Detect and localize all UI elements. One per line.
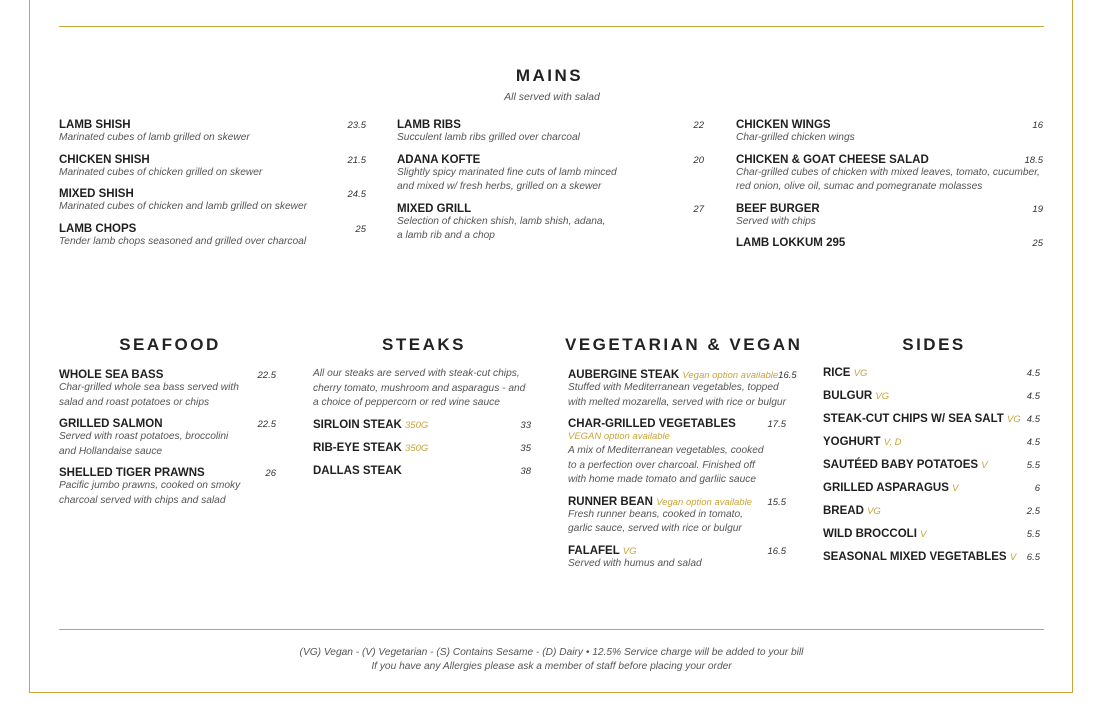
menu-item	[823, 505, 1040, 528]
item-price: 5.5	[1026, 529, 1040, 540]
item-desc: Char-grilled whole sea bass served with	[59, 382, 239, 393]
item-name: SAUTÉED BABY POTATOES	[823, 459, 979, 471]
item-price: 35	[520, 442, 531, 454]
item-desc: Marinated cubes of lamb grilled on skewer	[59, 132, 250, 143]
mains-title: MAINS	[515, 66, 584, 85]
menu-item	[59, 418, 276, 459]
item-price: 24.5	[347, 189, 366, 200]
item-desc: Char-grilled chicken wings	[736, 132, 855, 143]
item-price: 23.5	[347, 120, 366, 131]
menu-item	[59, 467, 276, 508]
item-desc: a lamb rib and a chop	[397, 230, 495, 241]
item-desc: and mixed w/ fresh herbs, grilled on a skewer	[397, 181, 602, 192]
mains-column-1	[59, 119, 366, 257]
item-price: 38	[520, 465, 531, 477]
sides-column	[823, 367, 1040, 574]
item-price: 15.5	[767, 496, 786, 508]
item-name: LAMB CHOPS	[59, 222, 137, 235]
seafood-column	[59, 369, 276, 516]
menu-item	[823, 551, 1040, 574]
item-price: 4.5	[1026, 368, 1040, 379]
menu-item	[568, 545, 786, 572]
menu-item	[823, 482, 1040, 505]
item-price: 6	[1034, 483, 1040, 494]
item-name: CHICKEN WINGS	[736, 119, 831, 131]
steaks-note-line: cherry tomato, mushroom and asparagus - and	[313, 382, 526, 394]
item-price: 17.5	[767, 419, 786, 430]
item-desc: Stuffed with Mediterranean vegetables, topped	[568, 382, 779, 393]
menu-item	[823, 459, 1040, 482]
steaks-note-line: All our steaks are served with steak-cut chips,	[313, 368, 520, 379]
item-name: CHICKEN & GOAT CHEESE SALAD	[736, 153, 929, 166]
allergy-notice: If you have any Allergies please ask a member of staff before placing your order	[371, 661, 732, 672]
menu-item	[313, 465, 531, 488]
item-desc: charcoal served with chips and salad	[59, 494, 226, 506]
menu-item	[397, 119, 704, 146]
item-name: ADANA KOFTE	[397, 153, 481, 166]
item-price: 20	[693, 154, 704, 166]
menu-item	[397, 154, 704, 195]
item-name: SHELLED TIGER PRAWNS	[59, 467, 205, 479]
item-price: 27	[693, 203, 704, 215]
mains-subtitle: All served with salad	[504, 91, 600, 103]
top-divider	[59, 26, 1044, 27]
menu-item	[568, 496, 786, 537]
item-desc: Served with humus and salad	[568, 557, 702, 569]
item-desc: Marinated cubes of chicken grilled on skewer	[59, 166, 263, 178]
item-tag: VEGAN option available	[568, 431, 670, 442]
item-name: FALAFEL	[568, 544, 620, 557]
item-name: WHOLE SEA BASS	[59, 369, 164, 381]
menu-item	[736, 203, 1043, 230]
item-name: LAMB LOKKUM 295	[736, 237, 846, 249]
item-desc: Succulent lamb ribs grilled over charcoal	[397, 132, 580, 143]
mains-column-2	[397, 119, 704, 252]
sides-title: SIDES	[902, 335, 966, 354]
item-tag: 350G	[405, 442, 429, 454]
menu-item	[568, 369, 797, 410]
item-price: 18.5	[1024, 154, 1043, 166]
item-desc: Marinated cubes of chicken and lamb grilled on skewer	[59, 201, 308, 212]
seafood-title: SEAFOOD	[119, 335, 221, 354]
item-name: BREAD	[823, 505, 864, 517]
menu-item	[823, 390, 1040, 413]
item-tag: VG	[1007, 414, 1021, 425]
item-desc: Tender lamb chops seasoned and grilled over charcoal	[59, 235, 307, 247]
dietary-legend: (VG) Vegan - (V) Vegetarian - (S) Contains Sesame - (D) Dairy • 12.5% Service charge will be added to your bill	[299, 647, 804, 658]
item-name: RICE	[823, 367, 851, 379]
veg-column	[568, 369, 797, 579]
item-name: RUNNER BEAN	[568, 495, 653, 508]
menu-item	[313, 419, 531, 442]
item-tag: VG	[853, 368, 868, 379]
item-tag: V	[952, 483, 959, 494]
item-tag: VG	[622, 545, 637, 557]
menu-item	[397, 203, 704, 244]
item-desc: red onion, olive oil, sumac and pomegranate molasses	[736, 181, 983, 192]
item-price: 4.5	[1026, 414, 1040, 425]
item-price: 16	[1032, 120, 1043, 131]
menu-item	[59, 188, 366, 215]
item-price: 21.5	[347, 154, 366, 166]
item-desc: salad and roast potatoes or chips	[59, 396, 210, 408]
item-tag: Vegan option available	[682, 370, 779, 381]
item-price: 22.5	[257, 419, 276, 430]
menu-item	[823, 528, 1040, 551]
item-name: STEAK-CUT CHIPS W/ SEA SALT	[823, 413, 1004, 425]
item-name: SEASONAL MIXED VEGETABLES	[823, 551, 1007, 563]
steaks-column	[313, 367, 531, 488]
item-price: 25	[355, 223, 366, 235]
item-desc: and Hollandaise sauce	[59, 445, 163, 457]
item-desc: Selection of chicken shish, lamb shish, adana,	[397, 215, 606, 227]
item-price: 25	[1032, 238, 1043, 249]
steaks-note-line: a choice of peppercorn or red wine sauce	[313, 397, 500, 408]
item-name: GRILLED ASPARAGUS	[823, 482, 949, 494]
item-desc: Pacific jumbo prawns, cooked on smoky	[59, 480, 241, 491]
menu-item	[736, 237, 1043, 249]
item-price: 6.5	[1026, 552, 1040, 563]
item-name: AUBERGINE STEAK	[568, 369, 680, 381]
item-price: 16.5	[778, 370, 797, 381]
item-tag: V	[981, 460, 988, 471]
item-name: GRILLED SALMON	[59, 418, 163, 430]
item-desc: to a perfection over charcoal. Finished off	[568, 459, 755, 471]
menu-item	[568, 418, 786, 488]
item-name: LAMB SHISH	[59, 119, 131, 131]
item-desc: Slightly spicy marinated fine cuts of lamb minced	[397, 166, 617, 178]
item-price: 5.5	[1026, 460, 1040, 471]
menu-item	[823, 367, 1040, 390]
veg-title: VEGETARIAN & VEGAN	[565, 335, 803, 354]
item-tag: V	[1009, 552, 1017, 563]
item-name: YOGHURT	[823, 436, 881, 448]
menu-item	[59, 154, 366, 181]
menu-item	[823, 413, 1040, 436]
item-price: 26	[265, 468, 276, 479]
steaks-title: STEAKS	[382, 335, 466, 354]
item-desc: garlic sauce, served with rice or bulgur	[568, 523, 742, 534]
item-tag: Vegan option available	[656, 496, 752, 508]
item-name: MIXED GRILL	[397, 202, 472, 215]
menu-item	[736, 154, 1043, 195]
item-price: 4.5	[1026, 391, 1040, 402]
item-name: MIXED SHISH	[59, 188, 134, 200]
item-price: 16.5	[767, 545, 786, 557]
menu-item	[823, 436, 1040, 459]
item-tag: VG	[867, 506, 881, 517]
steaks-note	[313, 367, 531, 411]
item-tag: 350G	[405, 419, 429, 431]
item-price: 4.5	[1026, 437, 1040, 448]
item-name: RIB-EYE STEAK	[313, 441, 402, 454]
item-desc: A mix of Mediterranean vegetables, cooked	[568, 445, 764, 456]
menu-item	[59, 119, 366, 146]
item-name: CHICKEN SHISH	[59, 153, 150, 166]
item-desc: Served with roast potatoes, broccolini	[59, 431, 229, 442]
menu-item	[59, 223, 366, 250]
menu-item	[736, 119, 1043, 146]
menu-item	[59, 369, 276, 410]
item-name: LAMB RIBS	[397, 119, 461, 131]
item-desc: Fresh runner beans, cooked in tomato,	[568, 508, 743, 520]
item-price: 2.5	[1026, 506, 1040, 517]
item-desc: with melted mozarella, served with rice or bulgur	[568, 396, 786, 408]
mains-column-3	[736, 119, 1043, 257]
item-price: 33	[520, 419, 531, 431]
item-name: WILD BROCCOLI	[823, 528, 917, 540]
item-tag: VG	[875, 391, 890, 402]
item-price: 22	[693, 120, 704, 131]
item-price: 19	[1032, 203, 1043, 215]
item-desc: Char-grilled cubes of chicken with mixed leaves, tomato, cucumber,	[736, 166, 1040, 178]
item-name: CHAR-GRILLED VEGETABLES	[568, 418, 736, 430]
item-name: BULGUR	[823, 390, 873, 402]
footer-notes	[59, 646, 1044, 674]
item-price: 22.5	[257, 370, 276, 381]
item-tag: V, D	[883, 437, 902, 448]
item-desc: Served with chips	[736, 215, 816, 227]
item-desc: with home made tomato and garliic sauce	[568, 474, 757, 485]
item-name: DALLAS STEAK	[313, 464, 402, 477]
item-name: SIRLOIN STEAK	[313, 418, 402, 431]
menu-item	[313, 442, 531, 465]
bottom-divider	[59, 629, 1044, 630]
item-tag: V	[920, 529, 927, 540]
item-name: BEEF BURGER	[736, 202, 820, 215]
